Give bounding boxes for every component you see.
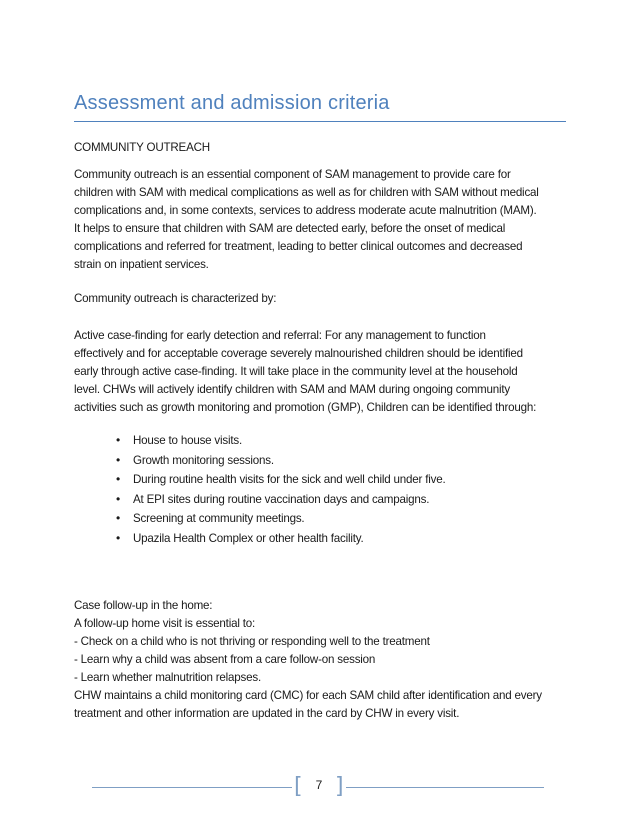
text-line: level. CHWs will actively identify children with SAM and MAM during ongoing community <box>74 383 510 396</box>
text-line: - Learn whether malnutrition relapses. <box>74 671 262 684</box>
text-line: strain on inpatient services. <box>74 258 209 271</box>
text-line: treatment and other information are updated in the card by CHW in every visit. <box>74 707 460 720</box>
list-item <box>116 451 445 471</box>
footer-rule-right <box>346 787 544 788</box>
right-bracket-icon: ] <box>335 774 344 799</box>
paragraph-active-case-finding <box>74 327 566 417</box>
text-line: complications and referred for treatment, leading to better clinical outcomes and decreased <box>74 240 523 253</box>
list-item-text: At EPI sites during routine vaccination days and campaigns. <box>133 492 430 506</box>
identification-methods-list <box>116 431 445 548</box>
paragraph-case-follow-up <box>74 597 566 723</box>
list-item-text: House to house visits. <box>133 434 243 447</box>
text-line: - Check on a child who is not thriving or responding well to the treatment <box>74 635 430 648</box>
list-item <box>116 490 445 510</box>
list-item-text: During routine health visits for the sick and well child under five. <box>133 473 446 486</box>
text-line: activities such as growth monitoring and promotion (GMP), Children can be identified through: <box>74 401 537 414</box>
text-line: Case follow-up in the home: <box>74 599 213 612</box>
bullet-icon: • <box>116 452 121 467</box>
bullet-icon: • <box>116 491 121 506</box>
text-line: Community outreach is an essential component of SAM management to provide care for <box>74 168 511 181</box>
text-line: - Learn why a child was absent from a care follow-on session <box>74 653 376 666</box>
title-underline <box>74 121 566 122</box>
list-item-text: Growth monitoring sessions. <box>133 453 274 467</box>
text-line: early through active case-finding. It will take place in the community level at the household <box>74 365 518 378</box>
text-line: A follow-up home visit is essential to: <box>74 617 256 630</box>
list-item <box>116 509 445 529</box>
text-line: Active case-finding for early detection and referral: For any management to function <box>74 329 486 342</box>
bullet-icon: • <box>116 472 121 486</box>
text-line: CHW maintains a child monitoring card (CMC) for each SAM child after identification and every <box>74 689 542 702</box>
footer-rule-left <box>92 787 292 788</box>
page-number: 7 <box>315 778 323 792</box>
text-line: complications and, in some contexts, services to address moderate acute malnutrition (MAM). <box>74 204 537 217</box>
list-item <box>116 529 445 549</box>
paragraph-characterized-by: Community outreach is characterized by: <box>74 292 277 305</box>
text-line: It helps to ensure that children with SAM are detected early, before the onset of medical <box>74 222 506 235</box>
bullet-icon: • <box>116 433 121 447</box>
left-bracket-icon: [ <box>294 774 303 799</box>
text-line: effectively and for acceptable coverage severely malnourished children should be identified <box>74 347 523 360</box>
section-heading: COMMUNITY OUTREACH <box>74 141 210 154</box>
list-item <box>116 431 445 451</box>
bullet-icon: • <box>116 530 121 545</box>
text-line: children with SAM with medical complications as well as for children with SAM without medical <box>74 186 539 199</box>
list-item-text: Upazila Health Complex or other health facility. <box>133 531 364 545</box>
paragraph-community-outreach <box>74 166 566 274</box>
list-item-text: Screening at community meetings. <box>133 512 305 525</box>
page-title: Assessment and admission criteria <box>74 92 390 114</box>
list-item <box>116 470 445 490</box>
bullet-icon: • <box>116 511 121 525</box>
